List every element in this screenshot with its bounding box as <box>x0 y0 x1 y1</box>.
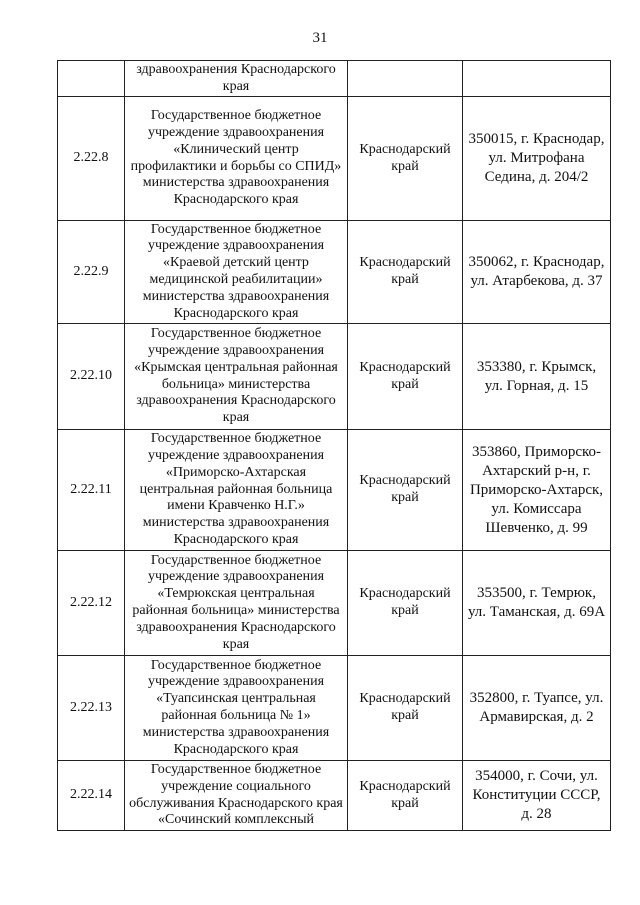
row-number: 2.22.9 <box>58 221 125 324</box>
region: Краснодарский край <box>348 97 463 221</box>
table-row <box>58 324 611 430</box>
institution-name: Государственное бюджетное учреждение социального обслуживания Краснодарского края «Сочинский комплексный <box>125 761 348 831</box>
table-row <box>58 551 611 656</box>
region: Краснодарский край <box>348 430 463 551</box>
row-number: 2.22.11 <box>58 430 125 551</box>
institution-name: Государственное бюджетное учреждение здравоохранения «Туапсинская центральная районная больница № 1» министерства здравоохранения Краснодарского края <box>125 656 348 761</box>
table-row <box>58 761 611 831</box>
region: Краснодарский край <box>348 551 463 656</box>
address: 350062, г. Краснодар, ул. Атарбекова, д. 37 <box>463 221 611 324</box>
institution-name: Государственное бюджетное учреждение здравоохранения «Крымская центральная районная больница» министерства здравоохранения Краснодарского края <box>125 324 348 430</box>
address: 354000, г. Сочи, ул. Конституции СССР, д. 28 <box>463 761 611 831</box>
institution-name: Государственное бюджетное учреждение здравоохранения «Приморско-Ахтарская центральная районная больница имени Кравченко Н.Г.» министерства здравоохранения Краснодарского края <box>125 430 348 551</box>
row-number: 2.22.10 <box>58 324 125 430</box>
row-number: 2.22.14 <box>58 761 125 831</box>
institution-name: Государственное бюджетное учреждение здравоохранения «Краевой детский центр медицинской реабилитации» министерства здравоохранения Краснодарского края <box>125 221 348 324</box>
table-row <box>58 430 611 551</box>
address: 353860, Приморско-Ахтарский р-н, г. Приморско-Ахтарск, ул. Комиссара Шевченко, д. 99 <box>463 430 611 551</box>
row-number: 2.22.13 <box>58 656 125 761</box>
region: Краснодарский край <box>348 324 463 430</box>
institution-name: здравоохранения Краснодарского края <box>125 61 348 97</box>
region <box>348 61 463 97</box>
row-number <box>58 61 125 97</box>
address: 352800, г. Туапсе, ул. Армавирская, д. 2 <box>463 656 611 761</box>
region: Краснодарский край <box>348 656 463 761</box>
row-number: 2.22.12 <box>58 551 125 656</box>
address: 353380, г. Крымск, ул. Горная, д. 15 <box>463 324 611 430</box>
institutions-table <box>57 60 611 831</box>
region: Краснодарский край <box>348 761 463 831</box>
table-row <box>58 221 611 324</box>
page-number: 31 <box>312 30 328 46</box>
row-number: 2.22.8 <box>58 97 125 221</box>
region: Краснодарский край <box>348 221 463 324</box>
institution-name: Государственное бюджетное учреждение здравоохранения «Клинический центр профилактики и борьбы со СПИД» министерства здравоохранения Краснодарского края <box>125 97 348 221</box>
table-row <box>58 656 611 761</box>
table-row <box>58 61 611 97</box>
address: 353500, г. Темрюк, ул. Таманская, д. 69А <box>463 551 611 656</box>
address: 350015, г. Краснодар, ул. Митрофана Седина, д. 204/2 <box>463 97 611 221</box>
institution-name: Государственное бюджетное учреждение здравоохранения «Темрюкская центральная районная больница» министерства здравоохранения Краснодарского края <box>125 551 348 656</box>
table-row <box>58 97 611 221</box>
address <box>463 61 611 97</box>
